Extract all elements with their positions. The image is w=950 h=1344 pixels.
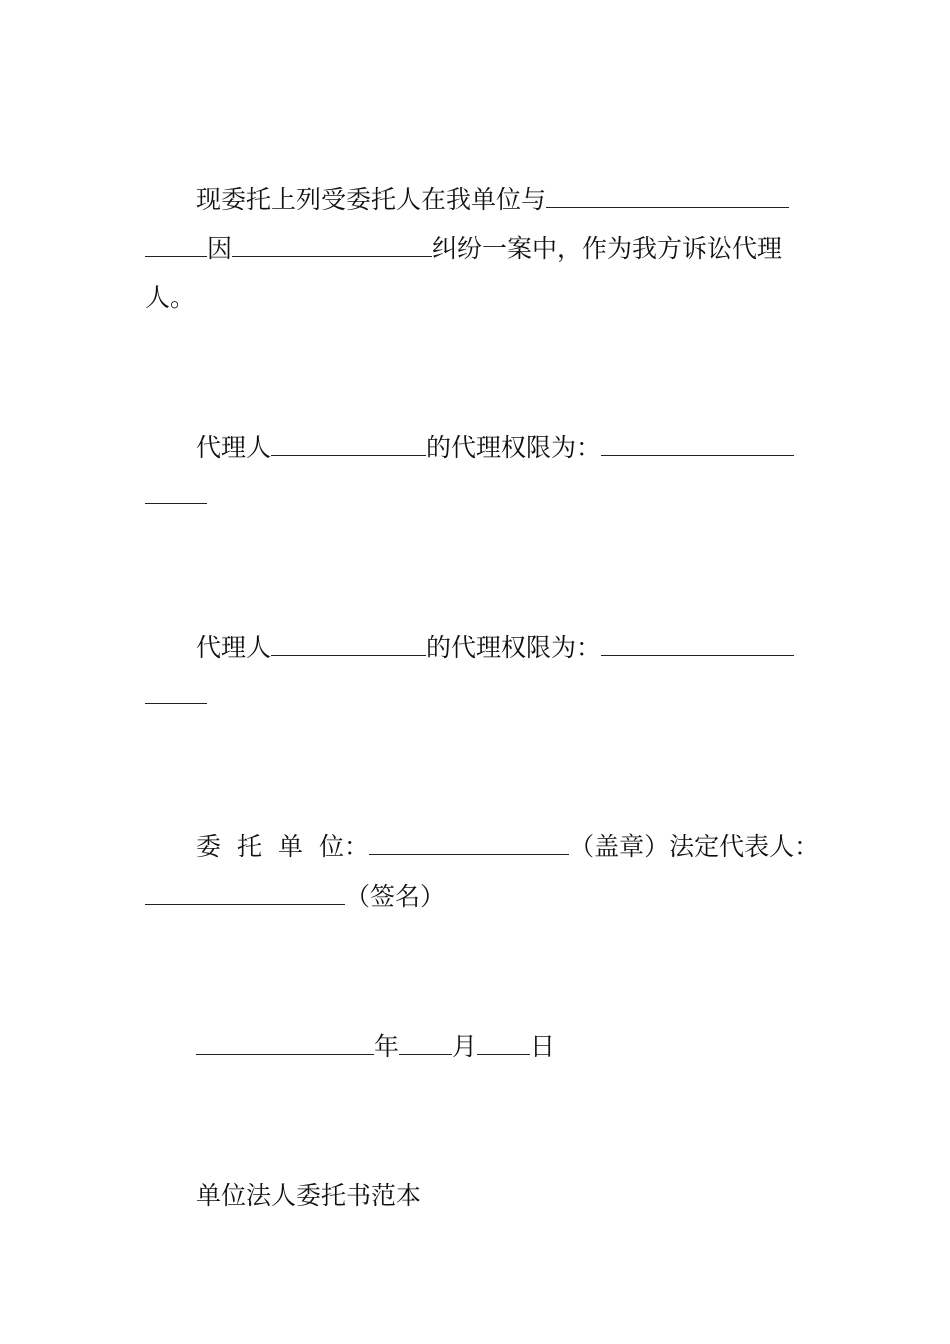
agent2-label: 代理人 [196,633,272,662]
other-party-blank-continued[interactable] [145,234,207,257]
section-title [196,1181,421,1211]
signature-line [145,882,445,912]
agent1-name-blank[interactable] [271,433,426,456]
month-blank[interactable] [399,1032,452,1055]
entrust-unit-blank[interactable] [369,832,569,855]
seal-note: （盖章） [569,832,670,861]
agent2-name-blank[interactable] [271,633,426,656]
agent1-line [196,433,794,463]
year-label: 年 [374,1032,400,1061]
agent2-authority-blank-continued[interactable] [145,681,207,704]
day-blank[interactable] [477,1032,530,1055]
dispute-reason-blank[interactable] [232,234,432,257]
entrust-line [196,832,819,862]
paragraph1-line2 [145,234,782,264]
because-text: 因 [207,234,233,263]
month-label: 月 [452,1032,478,1061]
paragraph1-line2-text: 纠纷一案中，作为我方诉讼代理 [432,234,783,263]
entrust-char3: 单 [278,832,304,861]
legal-representative-label: 法定代表人： [669,832,820,861]
agent2-authority-label: 的代理权限为： [426,633,602,662]
paragraph1-line3-text: 人。 [145,283,196,312]
date-line [196,1032,555,1062]
entrust-char2: 托 [237,832,263,861]
section-title-text: 单位法人委托书范本 [196,1181,422,1210]
agent1-authority-blank[interactable] [601,433,794,456]
agent1-authority-label: 的代理权限为： [426,433,602,462]
legal-representative-blank[interactable] [145,882,345,905]
entrust-char1: 委 [196,832,222,861]
agent1-line2 [145,481,207,511]
agent2-line2 [145,681,207,711]
agent1-label: 代理人 [196,433,272,462]
agent2-authority-blank[interactable] [601,633,794,656]
agent1-authority-blank-continued[interactable] [145,481,207,504]
year-blank[interactable] [196,1032,374,1055]
entrust-char4: 位： [319,832,370,861]
agent2-line [196,633,794,663]
paragraph1-line1 [196,185,789,215]
other-party-blank[interactable] [546,185,789,208]
sign-note: （签名） [345,882,446,911]
paragraph1-text: 现委托上列受委托人在我单位与 [196,185,547,214]
paragraph1-line3 [145,283,195,313]
day-label: 日 [530,1032,556,1061]
